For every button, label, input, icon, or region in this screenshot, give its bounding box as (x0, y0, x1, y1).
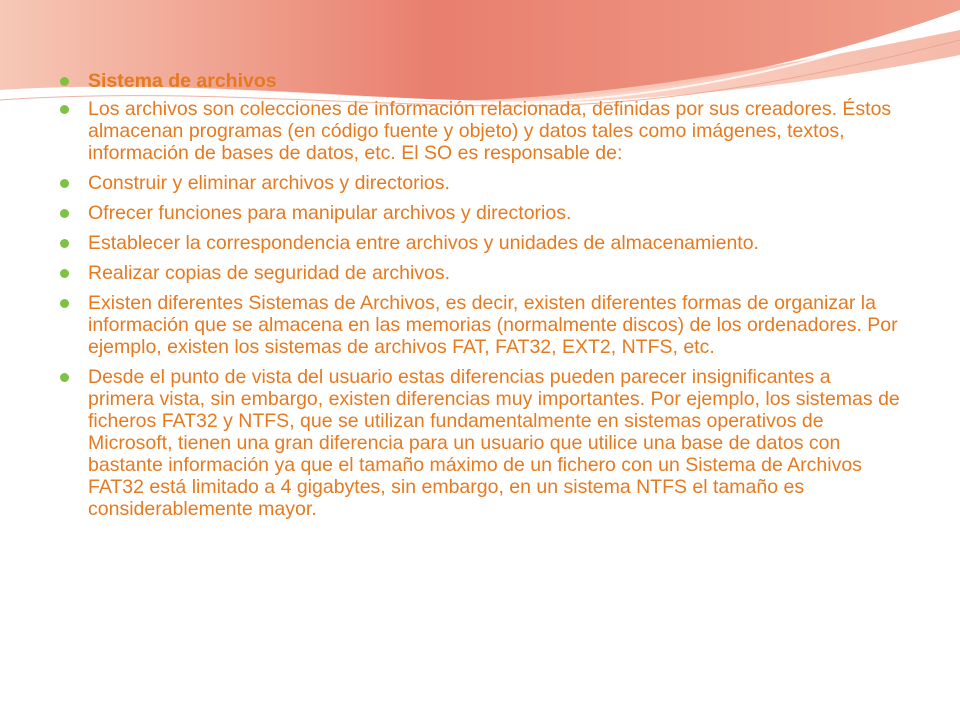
bullet-dot-icon (60, 239, 69, 248)
slide-title-item (60, 70, 900, 92)
list-item-text: Realizar copias de seguridad de archivos. (88, 262, 451, 284)
list-item (60, 98, 900, 164)
list-item (60, 202, 900, 224)
list-item (60, 262, 900, 284)
list-item-text: Establecer la correspondencia entre archivos y unidades de almacenamiento. (88, 232, 759, 254)
bullet-list (60, 70, 900, 520)
slide-content (60, 70, 900, 528)
list-item-text: Existen diferentes Sistemas de Archivos, es decir, existen diferentes formas de organizar la información que se almacena en las memorias (normalmente discos) de los ordenadores. Por ejemplo, existen los sistemas de archivos FAT, FAT32, EXT2, NTFS, etc. (88, 292, 898, 358)
bullet-dot-icon (60, 299, 69, 308)
slide-title: Sistema de archivos (88, 70, 277, 92)
list-item (60, 292, 900, 358)
list-item (60, 232, 900, 254)
list-item (60, 366, 900, 520)
bullet-dot-icon (60, 373, 69, 382)
bullet-dot-icon (60, 179, 69, 188)
list-item-text: Ofrecer funciones para manipular archivos y directorios. (88, 202, 572, 224)
list-item (60, 172, 900, 194)
list-item-text: Desde el punto de vista del usuario estas diferencias pueden parecer insignificantes a primera vista, sin embargo, existen diferencias muy importantes. Por ejemplo, los sistemas de ficheros FAT32 y NTFS, que se utilizan fundamentalmente en sistemas operativos de Microsoft, tienen una gran diferencia para un usuario que utilice una base de datos con bastante información ya que el tamaño máximo de un fichero con un Sistema de Archivos FAT32 está limitado a 4 gigabytes, sin embargo, en un sistema NTFS el tamaño es considerablemente mayor. (88, 366, 900, 520)
bullet-dot-icon (60, 105, 69, 114)
bullet-dot-icon (60, 209, 69, 218)
bullet-dot-icon (60, 77, 69, 86)
list-item-text: Los archivos son colecciones de información relacionada, definidas por sus creadores. Éstos almacenan programas (en código fuente y objeto) y datos tales como imágenes, textos, información de bases de datos, etc. El SO es responsable de: (88, 98, 892, 164)
bullet-dot-icon (60, 269, 69, 278)
list-item-text: Construir y eliminar archivos y directorios. (88, 172, 450, 194)
